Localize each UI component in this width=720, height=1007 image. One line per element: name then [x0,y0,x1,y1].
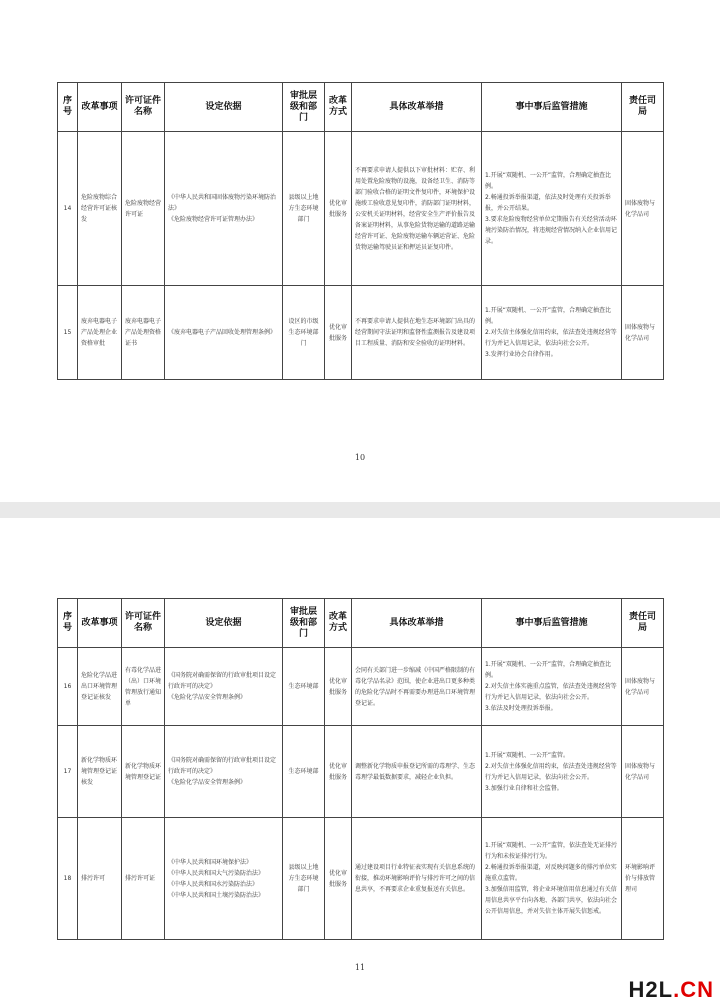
basis-line: 《中华人民共和国固体废物污染环境防治法》 [168,194,277,212]
supervision-line: 1.开展“双随机、一公开”监管，合理确定抽查比例。 [485,172,611,190]
row-supervision [482,132,622,286]
row-no: 14 [58,132,78,286]
row-measures: 不再要求申请人提供以下审批材料：贮存、利用处置危险废物的设施，设备经卫生、消防等部门验收合格的证明文件复印件，环境保护设施竣工验收意见复印件，消防部门证明材料，公安机关证明材料，经营安全生产评价报告及备案证明材料，从事危险货物运输的道路运输经营许可证、危险废物运输车辆运营证、危险货物运输驾驶员证和押运员证复印件。 [352,132,482,286]
supervision-line: 1.开展“双随机、一公开”监管，合理确定抽查比例。 [485,661,611,679]
row-measures: 会同有关部门进一步缩减《中国严格限制的有毒化学品名录》范围，使企业进出口更多种类的危险化学品时不再需要办理进出口环境管理登记证。 [352,648,482,726]
row-no: 16 [58,648,78,726]
row-method: 优化审批服务 [325,726,352,818]
supervision-line: 3.依法及时处理投诉举报。 [485,705,557,712]
table-row [58,286,664,380]
row-method: 优化审批服务 [325,132,352,286]
header-basis: 设定依据 [165,83,283,132]
row-method: 优化审批服务 [325,818,352,940]
supervision-line: 3.发挥行业协会自律作用。 [485,351,557,358]
row-dept: 固体废物与化学品司 [622,648,664,726]
header-no: 序号 [58,83,78,132]
basis-line: 《中华人民共和国土壤污染防治法》 [168,891,265,899]
row-level: 生态环境部 [283,726,325,818]
table-row [58,132,664,286]
watermark-part1: H2L [628,977,674,1002]
row-item: 废弃电器电子产品处理企业资格审批 [78,286,122,380]
supervision-line: 2.对失信主体实施重点监管，依法查处违规经营等行为并记入信用记录，依法向社会公开。 [485,683,617,701]
header-level: 审批层级和部门 [283,83,325,132]
row-license: 排污许可证 [122,818,165,940]
row-measures: 通过建设项目行业特征表实现有关信息系统的衔接，推动环境影响评价与排污许可之间的信息共享，不再要求企业重复报送有关信息。 [352,818,482,940]
basis-line: 《废弃电器电子产品回收处理管理条例》 [168,329,277,336]
row-level: 生态环境部 [283,648,325,726]
header-supervision: 事中事后监管措施 [482,599,622,648]
document-page-10 [0,0,720,502]
row-basis [165,726,283,818]
row-no: 17 [58,726,78,818]
basis-line: 《中华人民共和国环境保护法》 [168,858,253,866]
row-license: 废弃电器电子产品处理资格证书 [122,286,165,380]
header-dept: 责任司局 [622,83,664,132]
supervision-line: 3.加强信用监管，将企业环境信用信息通过有关信用信息共享平台向各地、各部门共享，依法向社会公开信用信息，并对失信主体开展失信惩戒。 [485,886,618,915]
row-item: 新化学物质环境管理登记证核发 [78,726,122,818]
document-page-11 [0,518,720,1007]
table-row [58,648,664,726]
row-dept: 固体废物与化学品司 [622,132,664,286]
basis-line: 《国务院对确需保留的行政审批项目设定行政许可的决定》 [168,757,277,775]
row-license: 新化学物质环境管理登记证 [122,726,165,818]
header-item: 改革事项 [78,83,122,132]
row-basis [165,818,283,940]
row-item: 排污许可 [78,818,122,940]
basis-line: 《危险废物经营许可证管理办法》 [168,216,259,223]
basis-line: 《中华人民共和国大气污染防治法》 [168,869,265,877]
watermark-logo [629,977,714,1003]
basis-line: 《危险化学品安全管理条例》 [168,694,247,701]
table-row [58,818,664,940]
header-measures: 具体改革举措 [352,83,482,132]
row-method: 优化审批服务 [325,286,352,380]
header-measures: 具体改革举措 [352,599,482,648]
row-supervision [482,286,622,380]
row-dept: 固体废物与化学品司 [622,726,664,818]
supervision-line: 3.加强行业自律和社会监督。 [485,784,563,792]
table-row [58,726,664,818]
row-level: 设区的市级生态环境部门 [283,286,325,380]
header-supervision: 事中事后监管措施 [482,83,622,132]
basis-line: 《中华人民共和国水污染防治法》 [168,880,259,888]
row-basis [165,132,283,286]
row-level: 县级以上地方生态环境部门 [283,132,325,286]
header-item: 改革事项 [78,599,122,648]
reform-table-page-10 [57,82,664,380]
basis-line: 《危险化学品安全管理条例》 [168,779,247,786]
row-dept: 固体废物与化学品司 [622,286,664,380]
row-supervision [482,818,622,940]
header-no: 序号 [58,599,78,648]
header-method: 改革方式 [325,599,352,648]
header-license: 许可证件名称 [122,599,165,648]
row-measures: 不再要求申请人提供在地生态环境部门出具的经营期间守法证明和监督性监测报告及建设项目工程质量、消防和安全验收的证明材料。 [352,286,482,380]
row-basis [165,648,283,726]
supervision-line: 1.开展“双随机、一公开”监管。 [485,751,569,759]
header-basis: 设定依据 [165,599,283,648]
row-basis [165,286,283,380]
watermark-part2: .CN [673,977,714,1002]
basis-line: 《国务院对确需保留的行政审批项目设定行政许可的决定》 [168,672,277,690]
row-method: 优化审批服务 [325,648,352,726]
row-no: 18 [58,818,78,940]
row-supervision [482,648,622,726]
row-supervision [482,726,622,818]
supervision-line: 2.畅通投诉举报渠道，依法及时处理有关投诉举报，并公开结果。 [485,194,611,212]
row-level: 县级以上地方生态环境部门 [283,818,325,940]
row-license: 有毒化学品进（出）口环境管理放行通知单 [122,648,165,726]
header-license: 许可证件名称 [122,83,165,132]
supervision-line: 2.对失信主体强化信用约束，依法查处违规经营等行为并记入信用记录，依法向社会公开。 [485,762,617,781]
supervision-line: 1.开展“双随机、一公开”监管，依法查处无证排污行为和未按证排污行为。 [485,842,617,860]
reform-table-page-11 [57,598,664,940]
header-dept: 责任司局 [622,599,664,648]
page-number: 11 [354,963,366,972]
row-dept: 环境影响评价与排放管理司 [622,818,664,940]
row-no: 15 [58,286,78,380]
supervision-line: 2.对失信主体强化信用约束，依法查处违规经营等行为并记入信用记录，依法向社会公开。 [485,329,617,347]
page-number: 10 [354,453,366,462]
row-item: 危险废物综合经营许可证核发 [78,132,122,286]
header-method: 改革方式 [325,83,352,132]
supervision-line: 3.要求危险废物经营单位定期报告有关经营活动环境污染防治情况，将违规经营情况纳入企业信用记录。 [485,216,618,245]
header-level: 审批层级和部门 [283,599,325,648]
row-measures: 调整新化学物质申报登记所需的毒理学、生态毒理学最低数据要求，减轻企业负担。 [352,726,482,818]
row-license: 危险废物经营许可证 [122,132,165,286]
supervision-line: 2.畅通投诉举报渠道，对反映问题多的排污单位实施重点监管。 [485,864,617,882]
supervision-line: 1.开展“双随机、一公开”监管，合理确定抽查比例。 [485,307,611,325]
row-item: 危险化学品进出口环境管理登记证核发 [78,648,122,726]
